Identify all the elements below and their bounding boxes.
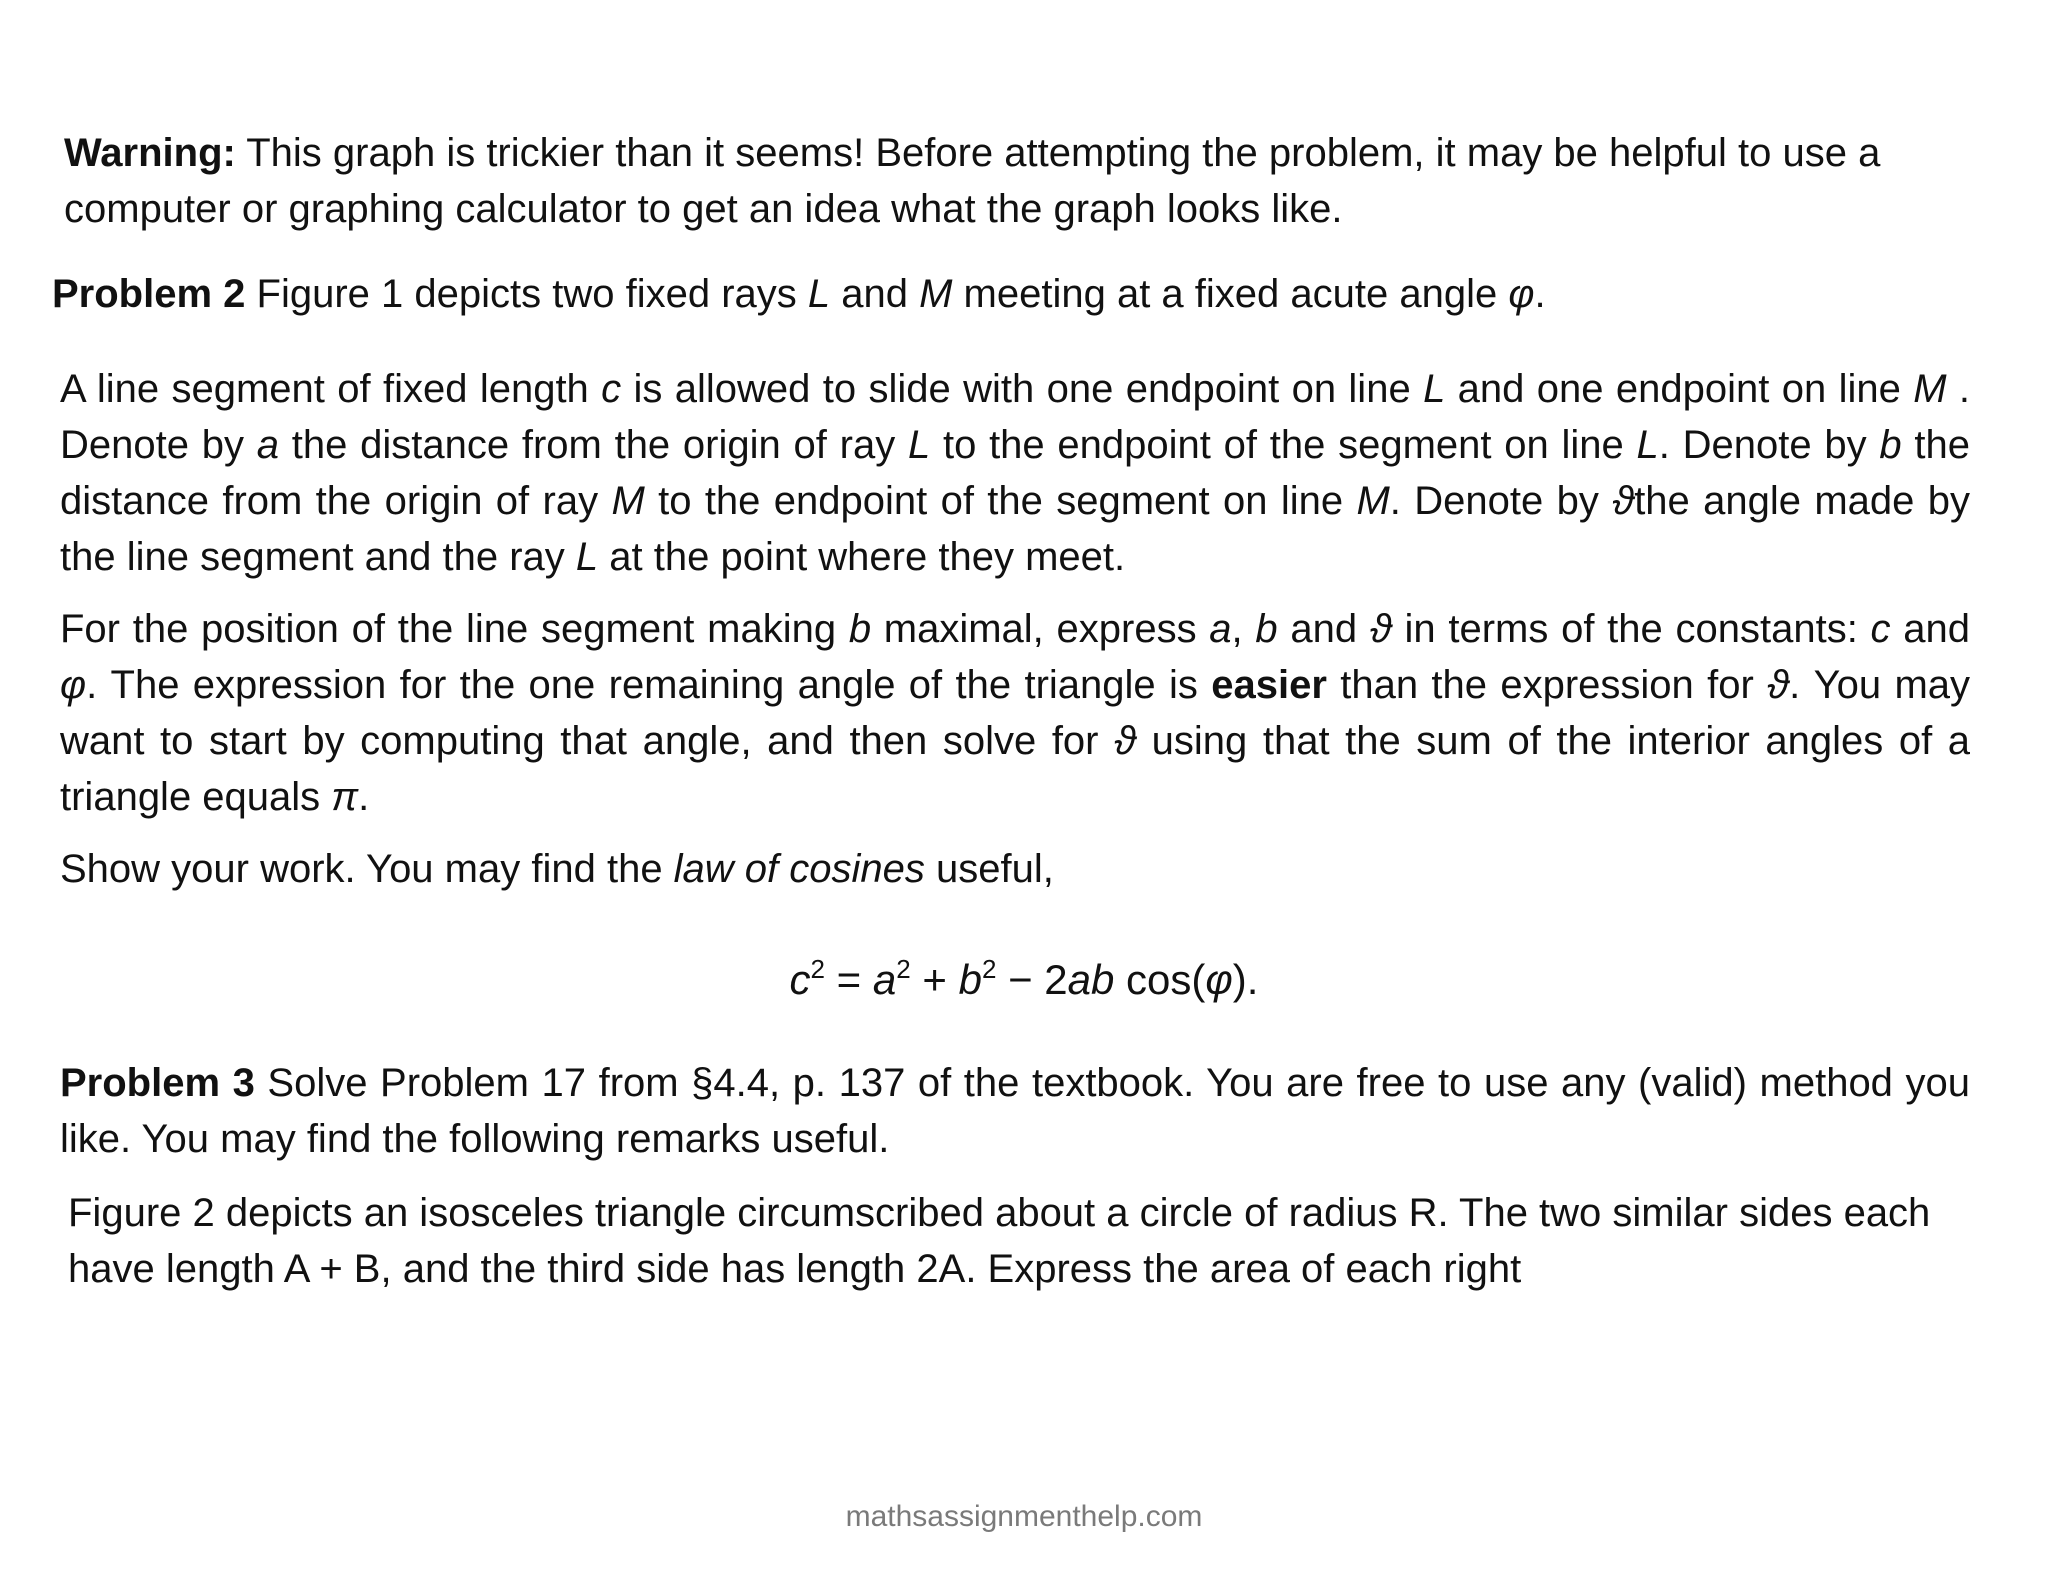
exponent: 2 <box>810 954 826 984</box>
text-fragment: and <box>830 272 920 316</box>
math-var-b: b <box>958 956 982 1003</box>
text-fragment: and <box>1277 607 1370 651</box>
text-fragment: in terms of the constants: <box>1391 607 1871 651</box>
math-var-phi: φ <box>60 663 87 707</box>
law-of-cosines-term: law of cosines <box>673 847 925 891</box>
warning-label: Warning: <box>64 131 236 175</box>
exponent: 2 <box>896 954 911 984</box>
text-fragment: to the endpoint of the segment on line <box>930 423 1637 467</box>
text-fragment: . <box>1534 272 1546 316</box>
text-fragment: For the position of the line segment making <box>60 607 849 651</box>
problem3-text: Solve Problem 17 from §4.4, p. 137 of the textbook. You are free to use any (valid) method you like. You may find the following remarks useful. <box>60 1061 1970 1161</box>
math-var-b: b <box>1255 607 1278 651</box>
text-fragment: to the endpoint of the segment on line <box>644 479 1357 523</box>
math-var-b: b <box>848 607 872 651</box>
law-of-cosines-formula <box>0 950 2048 1010</box>
text-fragment: meeting at a fixed acute angle <box>952 272 1509 316</box>
text-fragment: is allowed to slide with one endpoint on line <box>621 367 1424 411</box>
problem2-label: Problem 2 <box>52 272 246 316</box>
problem2-paragraph-1 <box>60 361 1970 585</box>
text-fragment: . Denote by <box>1389 479 1613 523</box>
text-fragment: , <box>1231 607 1256 651</box>
math-var-L: L <box>907 423 931 467</box>
math-var-theta: ϑ <box>1612 479 1635 523</box>
text-fragment: at the point where they meet. <box>598 535 1126 579</box>
footer-site-credit: mathsassignmenthelp.com <box>845 1500 1203 1533</box>
math-var-L: L <box>807 272 831 316</box>
math-var-theta: ϑ <box>1767 663 1790 707</box>
math-var-a: a <box>256 423 279 467</box>
math-var-phi: φ <box>1508 272 1535 316</box>
math-var-c: c <box>789 956 811 1003</box>
closing-paren: ). <box>1232 956 1259 1003</box>
math-var-M: M <box>1913 367 1947 411</box>
text-fragment: . You may want to start by computing that angle, and then solve for <box>60 663 1971 763</box>
math-var-a: a <box>1209 607 1232 651</box>
figure2-paragraph <box>68 1185 1968 1297</box>
warning-text: This graph is trickier than it seems! Before attempting the problem, it may be helpful to use a computer or graphing calculator to get an idea what the graph looks like. <box>64 131 1881 231</box>
cos-function: cos( <box>1114 956 1206 1003</box>
text-fragment: and <box>1890 607 1971 651</box>
math-var-theta: ϑ <box>1114 719 1137 763</box>
text-fragment: useful, <box>924 847 1054 891</box>
math-var-pi: π <box>331 775 359 819</box>
math-var-a: a <box>872 956 897 1003</box>
exponent: 2 <box>981 954 997 984</box>
math-var-L: L <box>1423 367 1446 411</box>
math-var-c: c <box>601 367 622 411</box>
text-fragment: than the expression for <box>1326 663 1768 707</box>
warning-paragraph <box>64 125 1974 237</box>
text-fragment: . Denote by <box>60 367 1971 467</box>
minus-term: − 2 <box>996 956 1068 1003</box>
text-fragment: the angle made by the line segment and the ray <box>60 479 1971 579</box>
math-var-phi: φ <box>1205 956 1233 1003</box>
text-fragment: Show your work. You may find the <box>60 847 674 891</box>
text-fragment: . The expression for the one remaining angle of the triangle is <box>86 663 1212 707</box>
math-var-M: M <box>611 479 645 523</box>
math-var-c: c <box>1870 607 1891 651</box>
math-var-L: L <box>1636 423 1659 467</box>
math-var-b: b <box>1879 423 1902 467</box>
math-var-M: M <box>1356 479 1390 523</box>
problem2-heading <box>52 266 1982 322</box>
problem2-paragraph-3 <box>60 841 1970 897</box>
problem3-paragraph <box>60 1055 1970 1167</box>
emphasis-easier: easier <box>1211 663 1327 707</box>
text-fragment: . <box>358 775 370 819</box>
text-fragment: the distance from the origin of ray <box>60 423 1971 523</box>
equals-sign: = <box>825 956 873 1003</box>
problem2-intro-text: Figure 1 depicts two fixed rays <box>245 272 808 316</box>
text-fragment: using that the sum of the interior angles of a triangle equals <box>60 719 1971 819</box>
problem2-paragraph-2 <box>60 601 1970 825</box>
text-fragment: the distance from the origin of ray <box>278 423 908 467</box>
text-fragment: . Denote by <box>1658 423 1880 467</box>
math-var-M: M <box>919 272 953 316</box>
plus-sign: + <box>910 956 959 1003</box>
text-fragment: and one endpoint on line <box>1445 367 1914 411</box>
text-fragment: maximal, express <box>871 607 1210 651</box>
text-fragment: A line segment of fixed length <box>60 367 602 411</box>
math-var-L: L <box>575 535 599 579</box>
figure2-text: Figure 2 depicts an isosceles triangle circumscribed about a circle of radius R. The two similar sides each have length A + B, and the third side has length 2A. Express the area of each right <box>68 1191 1931 1291</box>
problem3-label: Problem 3 <box>60 1061 255 1105</box>
math-var-theta: ϑ <box>1369 607 1392 651</box>
math-var-ab: ab <box>1067 956 1115 1003</box>
